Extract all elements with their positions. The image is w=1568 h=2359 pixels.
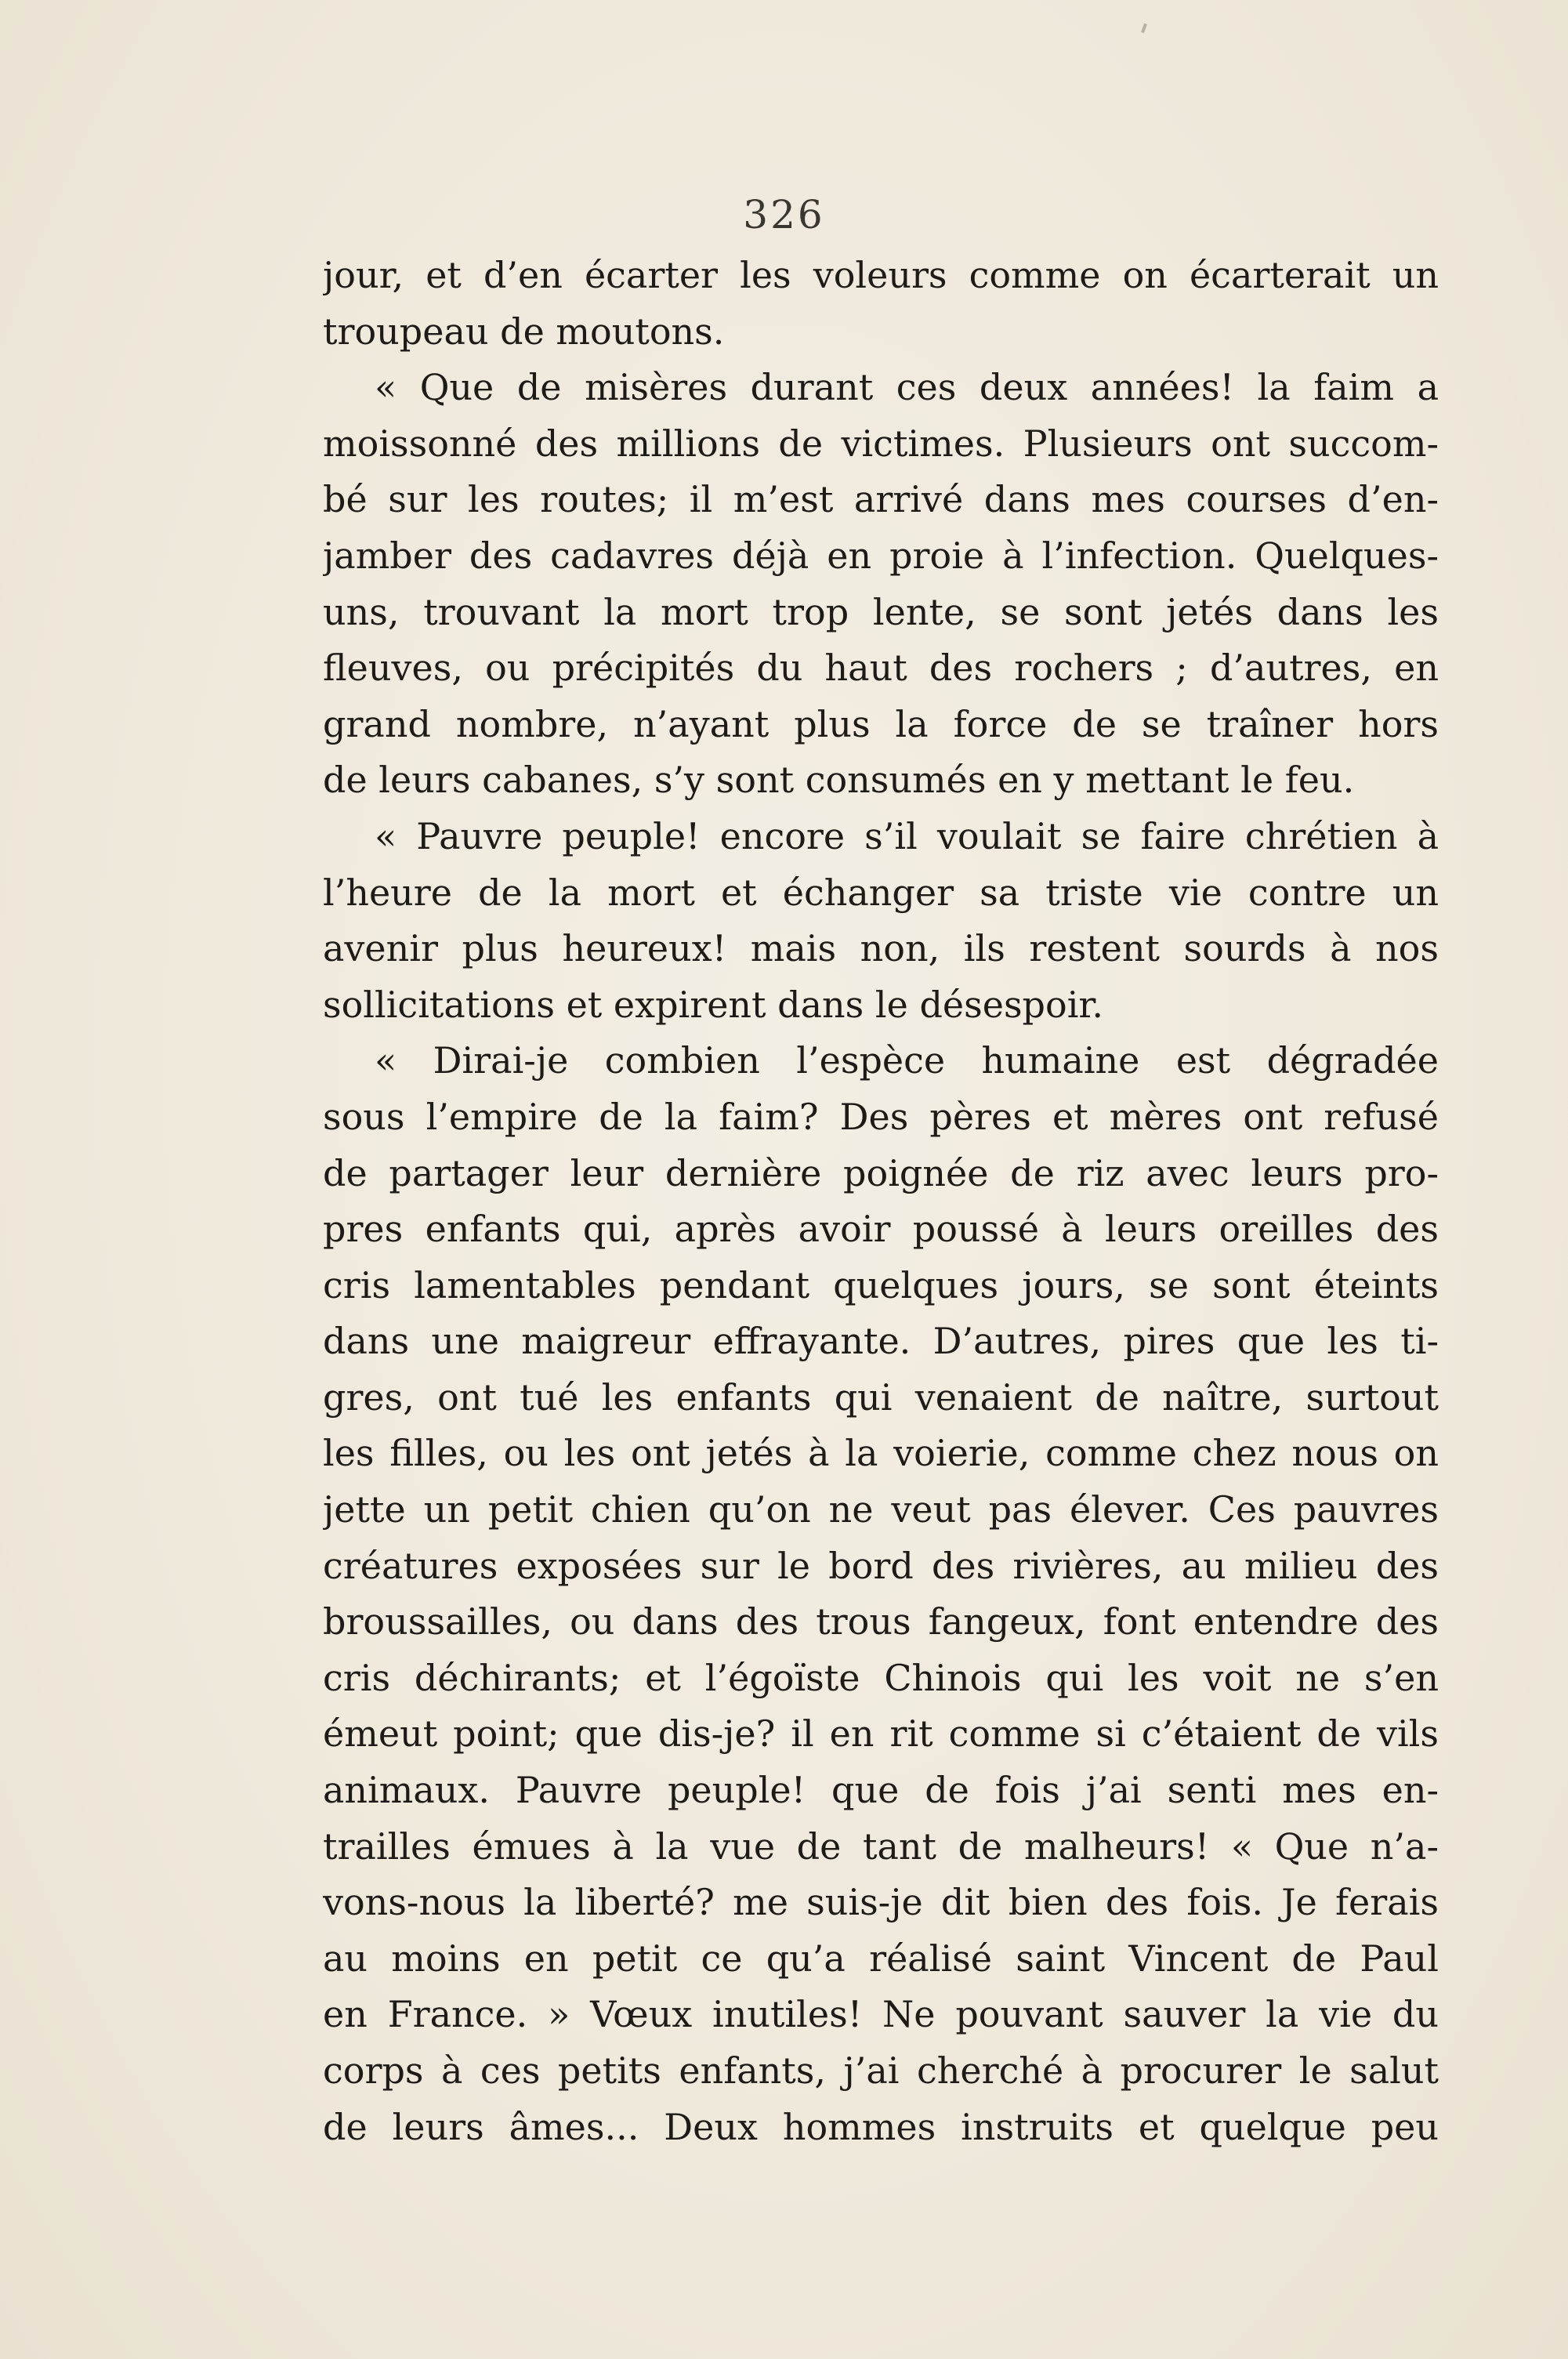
text-line: vons-nous la liberté? me suis-je dit bien des fois. Je ferais	[323, 1881, 1439, 1924]
text-line: en France. » Vœux inutiles! Ne pouvant sauver la vie du	[323, 1993, 1439, 2036]
text-line: « Que de misères durant ces deux années! la faim a	[375, 366, 1439, 409]
text-line: cris déchirants; et l’égoïste Chinois qui les voit ne s’en	[323, 1656, 1439, 1699]
text-line: avenir plus heureux! mais non, ils restent sourds à nos	[323, 927, 1439, 970]
text-line: de partager leur dernière poignée de riz avec leurs pro-	[323, 1151, 1439, 1194]
text-line: corps à ces petits enfants, j’ai cherché à procurer le salut	[323, 2049, 1439, 2092]
text-line: « Pauvre peuple! encore s’il voulait se faire chrétien à	[375, 814, 1439, 857]
text-line: troupeau de moutons.	[323, 310, 725, 353]
text-line: moissonné des millions de victimes. Plusieurs ont succom-	[323, 422, 1439, 465]
text-line: jette un petit chien qu’on ne veut pas élever. Ces pauvres	[323, 1488, 1439, 1531]
text-line: pres enfants qui, après avoir poussé à leurs oreilles des	[323, 1208, 1439, 1251]
text-line: émeut point; que dis-je? il en rit comme si c’étaient de vils	[323, 1712, 1439, 1756]
text-line: sollicitations et expirent dans le désespoir.	[323, 983, 1103, 1026]
text-line: gres, ont tué les enfants qui venaient de naître, surtout	[323, 1375, 1439, 1419]
text-line: broussailles, ou dans des trous fangeux, font entendre des	[323, 1600, 1439, 1643]
page-number: 326	[743, 192, 825, 237]
text-line: grand nombre, n’ayant plus la force de se traîner hors	[323, 702, 1439, 745]
text-line: animaux. Pauvre peuple! que de fois j’ai senti mes en-	[323, 1769, 1439, 1812]
text-line: « Dirai-je combien l’espèce humaine est dégradée	[375, 1039, 1439, 1082]
text-line: sous l’empire de la faim? Des pères et mères ont refusé	[323, 1095, 1439, 1138]
body-text	[323, 248, 1439, 2155]
text-line: de leurs cabanes, s’y sont consumés en y mettant le feu.	[323, 759, 1355, 802]
paper-mark	[1141, 24, 1147, 34]
text-line: trailles émues à la vue de tant de malheurs! « Que n’a-	[323, 1825, 1439, 1868]
text-line: au moins en petit ce qu’a réalisé saint Vincent de Paul	[323, 1937, 1439, 1980]
text-line: dans une maigreur effrayante. D’autres, pires que les ti-	[323, 1320, 1439, 1363]
text-line: jamber des cadavres déjà en proie à l’infection. Quelques-	[323, 534, 1439, 577]
text-line: l’heure de la mort et échanger sa triste vie contre un	[323, 871, 1439, 914]
text-line: fleuves, ou précipités du haut des rochers ; d’autres, en	[323, 647, 1439, 690]
text-line: de leurs âmes... Deux hommes instruits et quelque peu	[323, 2105, 1439, 2148]
text-line: créatures exposées sur le bord des rivières, au milieu des	[323, 1544, 1439, 1587]
text-line: bé sur les routes; il m’est arrivé dans mes courses d’en-	[323, 478, 1439, 521]
text-line: uns, trouvant la mort trop lente, se sont jetés dans les	[323, 590, 1439, 633]
text-line: les filles, ou les ont jetés à la voierie, comme chez nous on	[323, 1432, 1439, 1475]
text-line: cris lamentables pendant quelques jours, se sont éteints	[323, 1263, 1439, 1306]
text-line: jour, et d’en écarter les voleurs comme on écarterait un	[323, 254, 1439, 296]
